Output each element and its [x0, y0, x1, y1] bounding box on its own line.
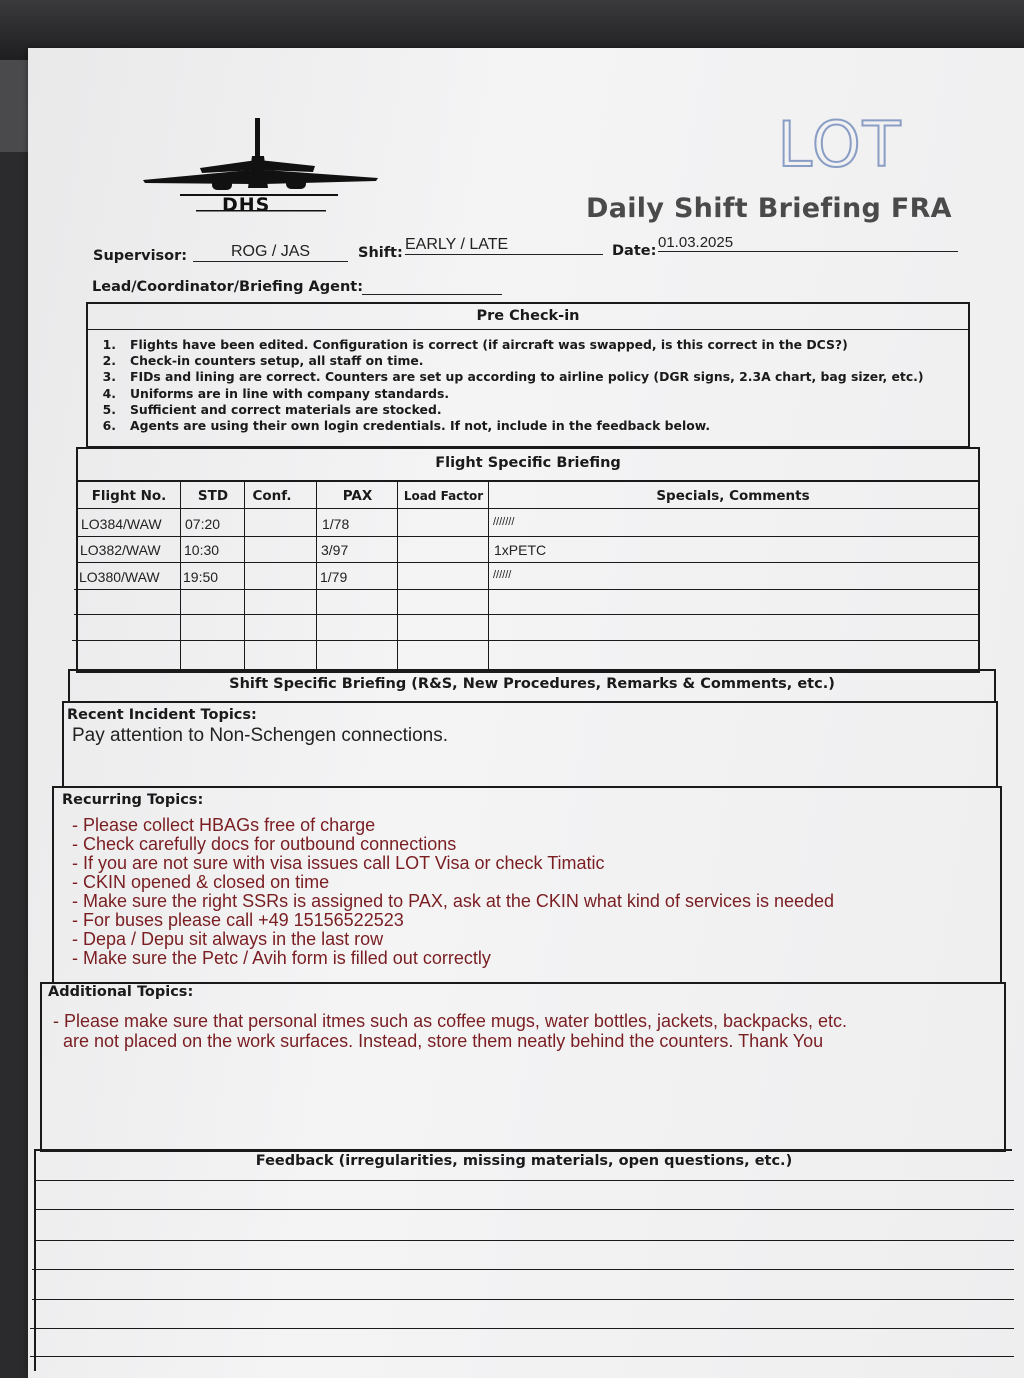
list-item: 2. Check-in counters setup, all staff on time. [102, 353, 424, 369]
column-header-conf: Conf. [252, 488, 292, 504]
additional-topics-text [53, 1011, 847, 1051]
list-item: are not placed on the work surfaces. Instead, store them neatly behind the counters. Thank You [63, 1031, 824, 1051]
table-cell-comments: ////// [493, 569, 512, 581]
list-item: - Check carefully docs for outbound connections [72, 834, 457, 854]
list-item: 3. FIDs and lining are correct. Counters are set up according to airline policy (DGR signs, 2.3A chart, bag sizer, etc.) [102, 369, 924, 385]
feedback-line[interactable] [30, 1356, 1014, 1357]
supervisor-field[interactable]: ROG / JAS [193, 243, 348, 262]
shift-briefing-title: Shift Specific Briefing (R&S, New Procedures, Remarks & Comments, etc.) [229, 676, 835, 692]
column-header-load-factor: Load Factor [403, 489, 484, 503]
feedback-line[interactable] [34, 1180, 1014, 1181]
table-cell-std: 19:50 [183, 569, 219, 585]
lead-label: Lead/Coordinator/Briefing Agent: [92, 279, 364, 295]
shift-label: Shift: [358, 245, 403, 261]
table-cell-std: 10:30 [184, 542, 220, 558]
feedback-section [34, 1149, 1012, 1371]
list-item: 4. Uniforms are in line with company standards. [102, 385, 450, 401]
additional-topics-section [40, 982, 1006, 1152]
list-item: - CKIN opened & closed on time [72, 872, 330, 892]
pre-checkin-list [88, 337, 924, 434]
list-item: - Make sure the Petc / Avih form is filled out correctly [72, 948, 491, 968]
pre-checkin-title: Pre Check-in [476, 308, 580, 324]
feedback-line[interactable] [34, 1240, 1014, 1241]
list-item: - If you are not sure with visa issues call LOT Visa or check Timatic [72, 853, 605, 873]
feedback-line[interactable] [34, 1209, 1014, 1210]
column-header-std: STD [197, 488, 229, 504]
table-cell-pax: 1/79 [320, 569, 348, 585]
supervisor-label: Supervisor: [93, 248, 188, 264]
table-cell-flight: LO380/WAW [79, 569, 160, 585]
list-item: 5. Sufficient and correct materials are stocked. [102, 401, 442, 417]
feedback-line[interactable] [32, 1299, 1014, 1300]
lead-field[interactable] [362, 278, 502, 295]
feedback-title: Feedback (irregularities, missing materials, open questions, etc.) [255, 1153, 793, 1169]
recurring-topics-label: Recurring Topics: [62, 792, 204, 808]
feedback-line[interactable] [30, 1328, 1014, 1329]
list-item: - Please collect HBAGs free of charge [72, 815, 376, 835]
flight-briefing-title: Flight Specific Briefing [435, 455, 621, 471]
recent-incidents-text: Pay attention to Non-Schengen connections. [72, 725, 449, 746]
table-cell-flight: LO382/WAW [80, 542, 161, 558]
table-cell-pax: 1/78 [322, 516, 350, 532]
list-item: - For buses please call +49 15156522523 [72, 910, 404, 930]
list-item: - Depa / Depu sit always in the last row [72, 929, 384, 949]
shift-field[interactable]: EARLY / LATE [405, 236, 603, 255]
list-item: 6. Agents are using their own login credentials. If not, include in the feedback below. [102, 418, 711, 434]
page-title: Daily Shift Briefing FRA [586, 193, 952, 224]
dhs-logo-text: DHS [222, 194, 271, 216]
table-cell-comments: /////// [493, 516, 515, 528]
table-cell-comments: 1xPETC [494, 542, 547, 558]
list-item: - Make sure the right SSRs is assigned to PAX, ask at the CKIN what kind of services is needed [72, 891, 835, 911]
list-item: 1. Flights have been edited. Configuration is correct (if aircraft was swapped, is this correct in the DCS?) [102, 337, 848, 352]
column-header-comments: Specials, Comments [656, 488, 810, 504]
column-header-pax: PAX [342, 488, 373, 504]
table-cell-std: 07:20 [185, 516, 221, 532]
recent-incidents-label: Recent Incident Topics: [67, 707, 257, 723]
column-header-flight: Flight No. [91, 488, 167, 504]
date-label: Date: [612, 243, 657, 259]
lot-logo: LOT [777, 108, 903, 181]
date-field[interactable]: 01.03.2025 [658, 234, 958, 252]
table-cell-pax: 3/97 [321, 542, 349, 558]
dhs-logo [140, 118, 385, 222]
additional-topics-label: Additional Topics: [48, 984, 194, 1000]
list-item: - Please make sure that personal itmes such as coffee mugs, water bottles, jackets, backpacks, etc. [53, 1011, 848, 1031]
table-cell-flight: LO384/WAW [81, 516, 162, 532]
feedback-line[interactable] [32, 1269, 1014, 1270]
recurring-topics-list [72, 816, 834, 968]
